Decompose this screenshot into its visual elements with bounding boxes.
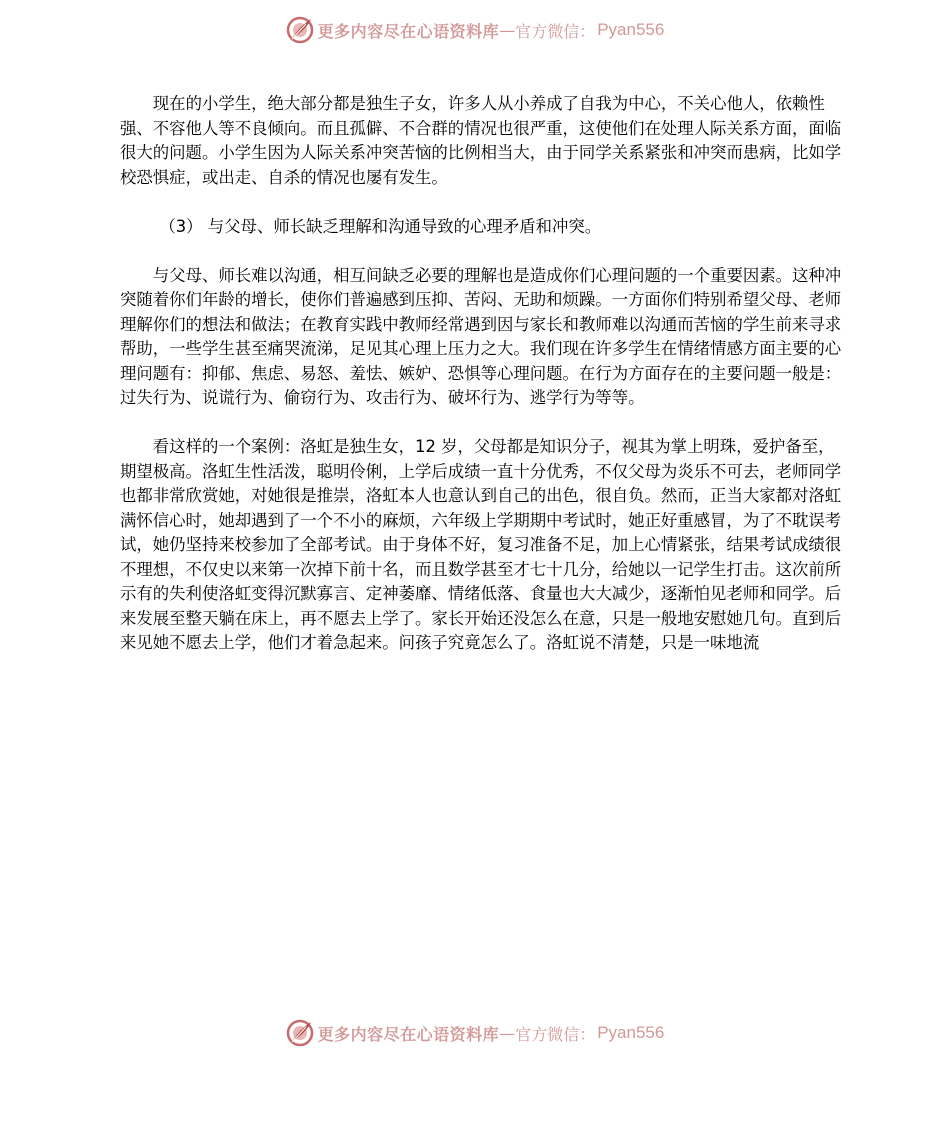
footer-watermark-banner (0, 1015, 950, 1051)
banner-handle: Pyan556 (597, 20, 665, 39)
feather-quill-logo-icon (286, 16, 314, 44)
banner-separator: — (499, 1023, 516, 1043)
banner-separator: — (499, 20, 516, 40)
banner-label: 官方微信： (515, 1024, 596, 1044)
banner-main-text: 更多内容尽在心语资料库 (317, 1024, 500, 1044)
paragraph-1: 现在的小学生，绝大部分都是独生子女，许多人从小养成了自我为中心，不关心他人，依赖性强、不容他人等不良倾向。而且孤僻、不合群的情况也很严重，这使他们在处理人际关系方面，面临很大的问题。小学生因为人际关系冲突苦恼的比例相当大，由于同学关系紧张和冲突而患病，比如学校恐惧症，或出走、自杀的情况也屡有发生。 (120, 94, 842, 187)
document-body (120, 92, 850, 656)
paragraph-3: 看这样的一个案例：洛虹是独生女，12 岁，父母都是知识分子，视其为掌上明珠，爱护备至，期望极高。洛虹生性活泼，聪明伶俐，上学后成绩一直十分优秀，不仅父母为炎乐不可去，老师同学也都非常欣赏她，对她很是推崇，洛虹本人也意认到自己的出色，很自负。然而，正当大家都对洛虹满怀信心时，她却遇到了一个不小的麻烦，六年级上学期期中考试时，她正好重感冒，为了不耽误考试，她仍坚持来校参加了全部考试。由于身体不好，复习准备不足，加上心情紧张，结果考试成绩很不理想，不仅史以来第一次掉下前十名，而且数学甚至才七十几分，给她以一记学生打击。这次前所示有的失利使洛虹变得沉默寡言、定神萎靡、情绪低落、食量也大大减少，逐渐怕见老师和同学。后来发展至整天躺在床上，再不愿去上学了。家长开始还没怎么在意，只是一般地安慰她几句。直到后来见她不愿去上学，他们才着急起来。问孩子究竟怎么了。洛虹说不清楚，只是一味地流 (120, 437, 842, 652)
banner-handle: Pyan556 (597, 1023, 665, 1042)
paragraph-2: 与父母、师长难以沟通，相互间缺乏必要的理解也是造成你们心理问题的一个重要因素。这种冲突随着你们年龄的增长，使你们普遍感到压抑、苦闷、无助和烦躁。一方面你们特别希望父母、老师理解你们的想法和做法；在教育实践中教师经常遇到因与家长和教师难以沟通而苦恼的学生前来寻求帮助，一些学生甚至痛哭流涕，足见其心理上压力之大。我们现在许多学生在情绪情感方面主要的心理问题有：抑郁、焦虑、易怒、羞怯、嫉妒、恐惧等心理问题。在行为方面存在的主要问题一般是：过失行为、说谎行为、偷窃行为、攻击行为、破坏行为、逃学行为等等。 (120, 265, 842, 407)
header-watermark-banner (0, 12, 950, 48)
banner-main-text: 更多内容尽在心语资料库 (317, 21, 500, 41)
banner-label: 官方微信： (515, 21, 596, 41)
feather-quill-logo-icon (286, 1019, 314, 1047)
section-heading-3: （3） 与父母、师长缺乏理解和沟通导致的心理矛盾和冲突。 (159, 216, 602, 236)
